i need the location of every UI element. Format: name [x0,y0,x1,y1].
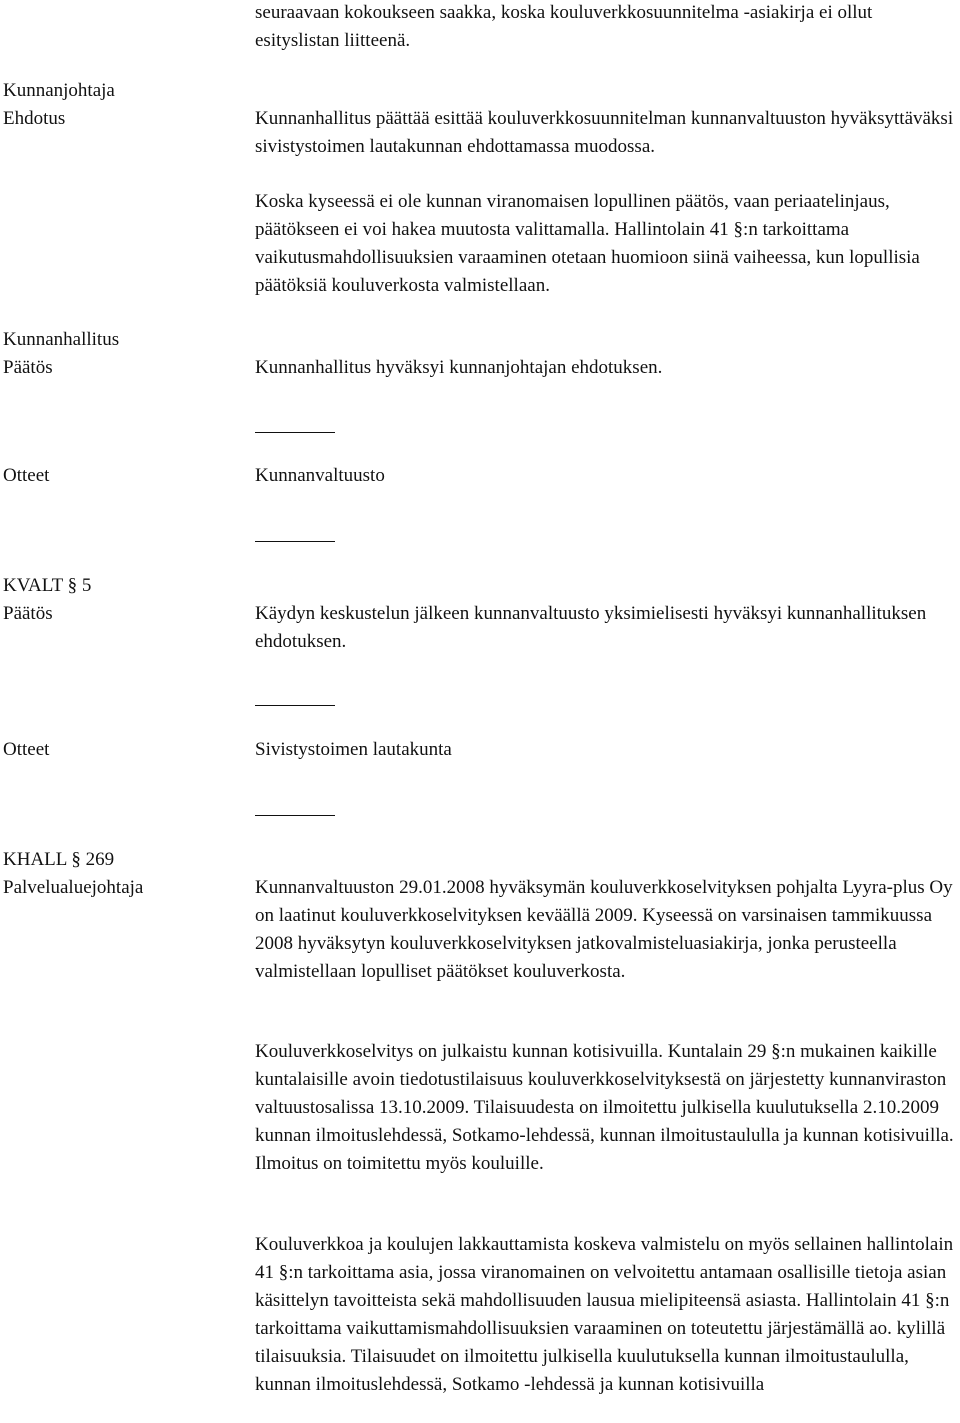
paragraph: Kouluverkkoselvitys on julkaistu kunnan kotisivuilla. Kuntalain 29 §:n mukainen kaikille kuntalaisille avoin tiedotustilaisuus kouluverkkoselvityksestä on järjestetty kunnanviraston valtuustosalissa 13.10.2009. Tilaisuudesta on ilmoitettu julkisella kuulutuksella 2.10.2009 kunnan ilmoituslehdessä, Sotkamo-lehdessä, kunnan ilmoitustaululla ja kunnan kotisivuilla. Ilmoitus on toimitettu myös kouluille. [255,1041,954,1174]
distribution-recipient: Sivistystoimen lautakunta [255,739,452,760]
paragraph: Kunnanhallitus hyväksyi kunnanjohtajan ehdotuksen. [255,357,663,378]
paragraph: Koska kyseessä ei ole kunnan viranomaisen lopullinen päätös, vaan periaatelinjaus, päätökseen ei voi hakea muutosta valittamalla. Hallintolain 41 §:n tarkoittama vaikutusmahdollisuuksien varaaminen otetaan huomioon siinä vaiheessa, kun lopullisia päätöksiä kouluverkosta valmistellaan. [255,191,920,296]
separator-rule [255,432,335,433]
label-kunnanjohtaja: Kunnanjohtaja [3,80,115,101]
separator-rule [255,705,335,706]
paragraph: Kouluverkkoa ja koulujen lakkauttamista koskeva valmistelu on myös sellainen hallintolain 41 §:n tarkoittama asia, jossa viranomainen on velvoitettu antamaan osallisille tietoja asian käsittelyn tavoitteista sekä mahdollisuuden lausua mielipiteensä asiasta. Hallintolain 41 §:n tarkoittama vaikuttamismahdollisuuksien varaaminen on toteutettu järjestämällä ao. kylillä tilaisuuksia. Tilaisuudet on ilmoitettu julkisella kuulutuksella kunnan ilmoitustaululla, kunnan ilmoituslehdessä, Sotkamo -lehdessä ja kunnan kotisivuilla [255,1234,954,1395]
paragraph: Kunnanhallitus päättää esittää kouluverkkosuunnitelman kunnanvaltuuston hyväksyttäväksi sivistystoimen lautakunnan ehdottamassa muodossa. [255,108,954,157]
label-kunnanhallitus: Kunnanhallitus [3,329,120,350]
distribution-recipient: Kunnanvaltuusto [255,465,385,486]
label-paatos: Päätös [3,603,53,624]
label-otteet: Otteet [3,739,50,760]
label-khall-section: KHALL § 269 [3,849,115,870]
paragraph: Käydyn keskustelun jälkeen kunnanvaltuusto yksimielisesti hyväksyi kunnanhallituksen ehdotuksen. [255,603,927,652]
separator-rule [255,815,335,816]
label-palvelualuejohtaja: Palvelualuejohtaja [3,877,144,898]
label-paatos: Päätös [3,357,53,378]
separator-rule [255,541,335,542]
paragraph: seuraavaan kokoukseen saakka, koska kouluverkkosuunnitelma -asiakirja ei ollut esityslistan liitteenä. [255,2,873,51]
paragraph: Kunnanvaltuuston 29.01.2008 hyväksymän kouluverkkoselvityksen pohjalta Lyyra-plus Oy on laatinut kouluverkkoselvityksen keväällä 2009. Kyseessä on varsinaisen tammikuussa 2008 hyväksytyn kouluverkkoselvityksen jatkovalmisteluasiakirja, jonka perusteella valmistellaan lopulliset päätökset kouluverkosta. [255,877,953,982]
label-ehdotus: Ehdotus [3,108,66,129]
label-otteet: Otteet [3,465,50,486]
label-kvalt-section: KVALT § 5 [3,575,92,596]
